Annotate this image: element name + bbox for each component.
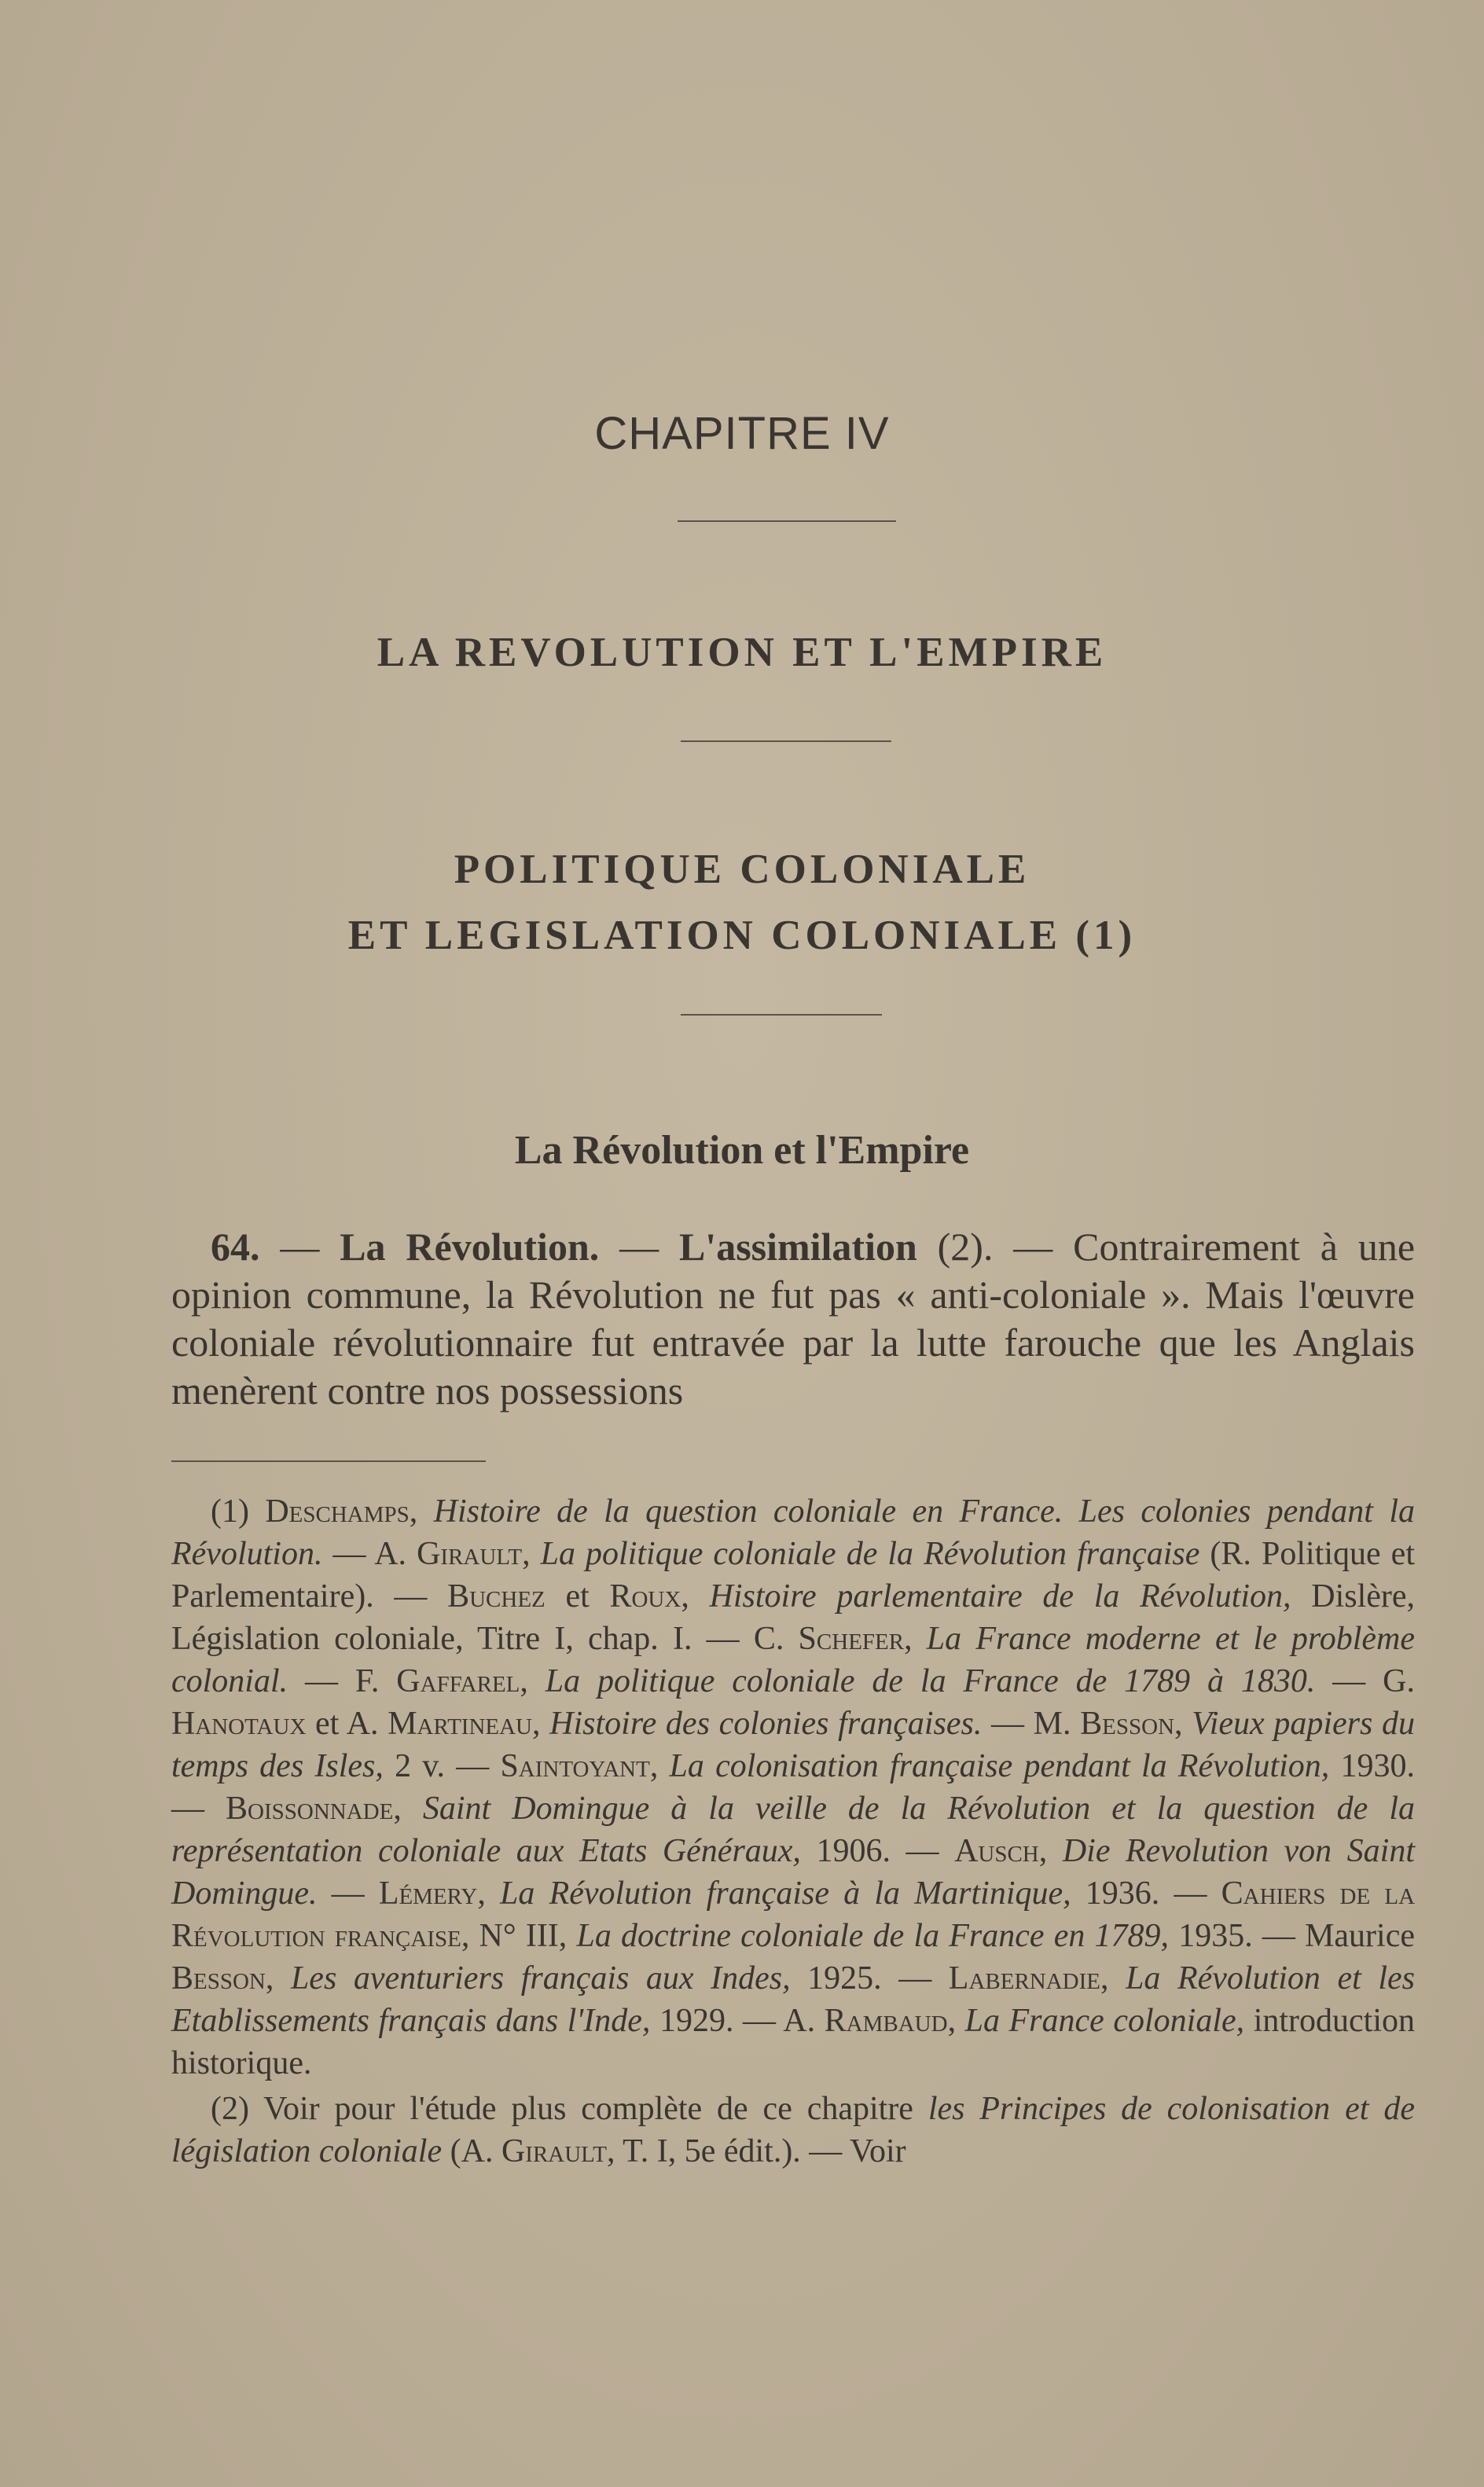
footnote-title: Die Revolution von Saint Domingue.: [171, 1833, 1415, 1912]
part-title: LA REVOLUTION ET L'EMPIRE: [377, 630, 1107, 675]
footnote-1: [171, 1490, 1415, 2085]
footnote-title: La Révolution française à la Martinique,: [500, 1875, 1071, 1912]
footnote-text: 1906. —: [800, 1833, 955, 1869]
footnote-title: Histoire parlementaire de la Révolution,: [709, 1578, 1291, 1615]
footnote-author: Girault: [501, 2133, 607, 2169]
footnote-text: ,: [1038, 1833, 1063, 1869]
footnote-title: La France coloniale,: [964, 2003, 1245, 2039]
footnote-title: Histoire des colonies françaises.: [549, 1706, 983, 1742]
footnote-author: Besson: [171, 1960, 266, 1997]
body-paragraph: [171, 1223, 1415, 1415]
footnote-author: Roux: [609, 1578, 681, 1615]
footnote-text: et: [545, 1578, 610, 1615]
footnote-author: Boissonnade: [226, 1791, 394, 1827]
footnote-text: ,: [477, 1875, 501, 1912]
paragraph-number: 64.: [211, 1225, 260, 1269]
dash: —: [259, 1225, 340, 1269]
footnote-text: — M.: [982, 1706, 1081, 1742]
footnote-author: Hanotaux: [171, 1706, 307, 1742]
footnote-text: ,: [904, 1621, 927, 1657]
footnote-author: Besson: [1080, 1706, 1175, 1742]
footnote-author: Cahiers de la Révolution française: [171, 1875, 1416, 1954]
chapter-divider: [678, 520, 896, 522]
footnote-text: introduction historique.: [171, 2003, 1416, 2081]
footnote-text: —: [317, 1875, 379, 1912]
footnote-text: 1929. — A.: [650, 2003, 825, 2039]
footnote-text: 1935. — Maurice: [1169, 1918, 1415, 1954]
section-title: La Révolution et l'Empire: [514, 1128, 970, 1173]
footnote-text: ,: [522, 1536, 541, 1572]
footnote-text: 2 v. —: [383, 1748, 501, 1784]
footnote-author: Gaffarel: [396, 1663, 520, 1699]
footnote-text: (A.: [442, 2133, 501, 2169]
paragraph-text: Contrairement à une opinion commune, la Révolution ne fut pas « anti-coloniale ». Mais l'œuvre coloniale révolutionnaire fut entravée par la lutte farouche que les Anglais menèrent contre nos possessions: [171, 1225, 1416, 1412]
footnote-title: La doctrine coloniale de la France en 1789,: [576, 1918, 1170, 1954]
chapter-number: CHAPITRE IV: [594, 408, 890, 459]
footnote-title: La politique coloniale de la Révolution française: [540, 1536, 1200, 1572]
part-divider: [681, 740, 891, 742]
footnote-author: Girault: [417, 1536, 523, 1572]
footnote-author: Labernadie: [948, 1960, 1100, 1997]
footnote-text: et A.: [306, 1706, 388, 1742]
footnote-text: 1930. —: [171, 1748, 1415, 1827]
footnote-title: Histoire de la question coloniale en France. Les colonies pendant la Révolution.: [171, 1493, 1415, 1572]
footnote-text: ,: [409, 1493, 434, 1530]
footnote-title: La France moderne et le problème colonial.: [171, 1621, 1416, 1699]
footnote-title: La Révolution et les Etablissements français dans l'Inde,: [171, 1960, 1416, 2039]
footnote-text: ,: [520, 1663, 545, 1699]
footnote-text: (1): [211, 1493, 266, 1530]
paragraph-heading: La Révolution.: [340, 1225, 600, 1269]
footnote-text: — A.: [322, 1536, 417, 1572]
footnote-text: ,: [393, 1791, 423, 1827]
footnote-text: ,: [1174, 1706, 1192, 1742]
footnote-text: ,: [649, 1748, 670, 1784]
footnote-separator: [171, 1460, 486, 1462]
footnote-author: Martineau: [388, 1706, 532, 1742]
footnote-text: Dislère, Législation coloniale, Titre I, chap. I. — C.: [171, 1578, 1416, 1657]
footnote-title: La colonisation française pendant la Révolution,: [669, 1748, 1330, 1784]
footnote-title: les Principes de colonisation et de législation coloniale: [171, 2091, 1415, 2169]
paragraph-subheading: L'assimilation: [678, 1225, 917, 1269]
footnote-text: 1936. —: [1071, 1875, 1221, 1912]
footnote-title: Vieux papiers du temps des Isles,: [171, 1706, 1415, 1784]
subtitle-line-1: POLITIQUE COLONIALE: [454, 847, 1030, 892]
footnote-text: 1925. —: [790, 1960, 949, 1997]
subtitle-divider: [681, 1014, 882, 1016]
footnote-title: La politique coloniale de la France de 1789 à 1830.: [545, 1663, 1316, 1699]
footnote-title: Saint Domingue à la veille de la Révolution et la question de la représentation coloniale aux Etats Généraux,: [171, 1791, 1416, 1869]
footnote-text: — F.: [288, 1663, 397, 1699]
footnote-text: (2) Voir pour l'étude plus complète de ce chapitre: [211, 2091, 928, 2127]
footnote-text: ,: [1100, 1960, 1126, 1997]
footnote-text: ,: [265, 1960, 291, 1997]
footnote-text: , N° III,: [461, 1918, 577, 1954]
subtitle-line-2: ET LEGISLATION COLONIALE (1): [347, 913, 1137, 958]
footnote-author: Lémery: [378, 1875, 478, 1912]
footnote-text: ,: [681, 1578, 710, 1615]
footnotes: [171, 1490, 1415, 2173]
footnote-text: — G.: [1315, 1663, 1415, 1699]
footnote-text: ,: [532, 1706, 550, 1742]
footnote-title: Les aventuriers français aux Indes,: [290, 1960, 791, 1997]
footnote-2: [171, 2088, 1415, 2173]
footnote-text: (R. Politique et Parlementaire). —: [171, 1536, 1415, 1615]
footnote-text: ,: [947, 2003, 965, 2039]
footnote-author: Saintoyant: [500, 1748, 650, 1784]
footnote-author: Ausch: [954, 1833, 1039, 1869]
footnote-author: Rambaud: [824, 2003, 948, 2039]
footnote-reference: (2). —: [916, 1225, 1074, 1269]
footnote-author: Schefer: [798, 1621, 905, 1657]
footnote-author: Deschamps: [265, 1493, 410, 1530]
footnote-author: Buchez: [447, 1578, 545, 1615]
footnote-text: , T. I, 5e édit.). — Voir: [606, 2133, 906, 2169]
dash: —: [599, 1225, 679, 1269]
